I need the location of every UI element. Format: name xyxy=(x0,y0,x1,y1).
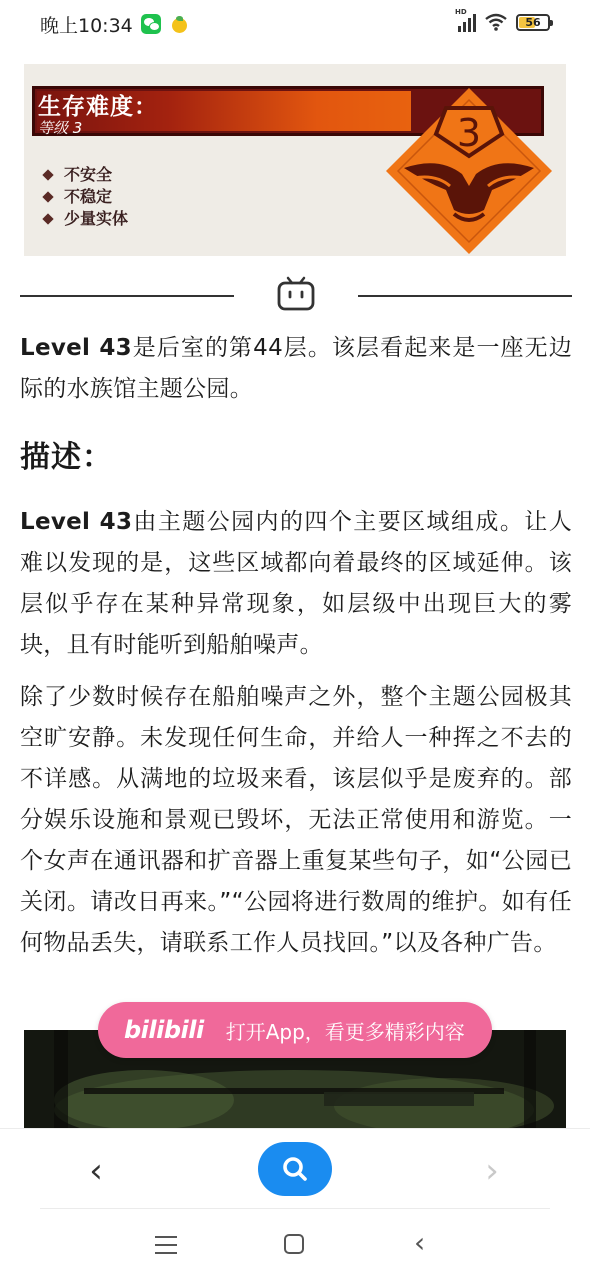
nav-separator xyxy=(40,1208,550,1209)
forward-button[interactable]: › xyxy=(485,1151,499,1191)
open-app-button[interactable] xyxy=(98,1002,492,1058)
badge-number: 3 xyxy=(456,111,482,155)
open-app-label: 打开App，看更多精彩内容 xyxy=(225,1019,465,1044)
battery-icon xyxy=(516,14,550,31)
section-divider xyxy=(20,274,572,318)
battery-level: 56 xyxy=(525,15,541,29)
network-label: HD xyxy=(455,8,467,16)
level-name: Level 43 xyxy=(20,509,133,535)
banner-subtitle: 等级 3 xyxy=(38,119,83,137)
fruit-icon xyxy=(169,14,189,34)
status-indicators xyxy=(455,8,550,32)
diamond-bullet-icon xyxy=(42,169,53,180)
menu-icon[interactable] xyxy=(155,1236,177,1254)
difficulty-banner-image xyxy=(24,64,566,256)
banner-list-item: 少量实体 xyxy=(44,208,128,230)
diamond-bullet-icon xyxy=(42,191,53,202)
tv-icon xyxy=(276,274,316,314)
wifi-icon xyxy=(484,12,508,32)
intro-paragraph: Level 43是后室的第44层。该层看起来是一座无边际的水族馆主题公园。 xyxy=(20,335,572,402)
diamond-bullet-icon xyxy=(42,213,53,224)
banner-list-item: 不稳定 xyxy=(44,186,128,208)
eagle-badge-icon xyxy=(384,86,554,256)
level-name: Level 43 xyxy=(20,335,132,361)
section-heading: 描述： xyxy=(20,440,113,475)
status-time: 晚上10:34 xyxy=(40,14,133,37)
home-icon[interactable] xyxy=(284,1234,304,1254)
system-nav-bar xyxy=(0,1210,590,1280)
bilibili-logo: bilibili xyxy=(124,1016,204,1044)
search-button[interactable] xyxy=(258,1142,332,1196)
description-paragraph: Level 43由主题公园内的四个主要区域组成。让人难以发现的是，这些区域都向着最终的区域延伸。该层似乎存在某种异常现象，如层级中出现巨大的雾块，且有时能听到船舶噪声。 xyxy=(20,509,572,658)
signal-icon xyxy=(455,8,476,32)
browser-bottom-nav xyxy=(0,1128,590,1210)
search-icon xyxy=(280,1154,310,1184)
description-paragraph-2: 除了少数时候存在船舶噪声之外，整个主题公园极其空旷安静。未发现任何生命，并给人一种挥之不去的不详感。从满地的垃圾来看，该层似乎是废弃的。部分娱乐设施和景观已毁坏，无法正常使用和游览。一个女声在通讯器和扩音器上重复某些句子，如“公园已关闭。请改日再来。”“公园将进行数周的维护。如有任何物品丢失，请联系工作人员找回。”以及各种广告。 xyxy=(20,684,572,956)
system-back-icon[interactable]: ‹ xyxy=(414,1226,426,1259)
banner-title: 生存难度： xyxy=(38,94,158,120)
back-button[interactable]: ‹ xyxy=(89,1151,103,1191)
status-bar xyxy=(0,0,590,48)
wechat-icon xyxy=(141,14,161,34)
banner-list-item: 不安全 xyxy=(44,164,128,186)
banner-list xyxy=(44,164,128,230)
article-body xyxy=(20,328,572,964)
